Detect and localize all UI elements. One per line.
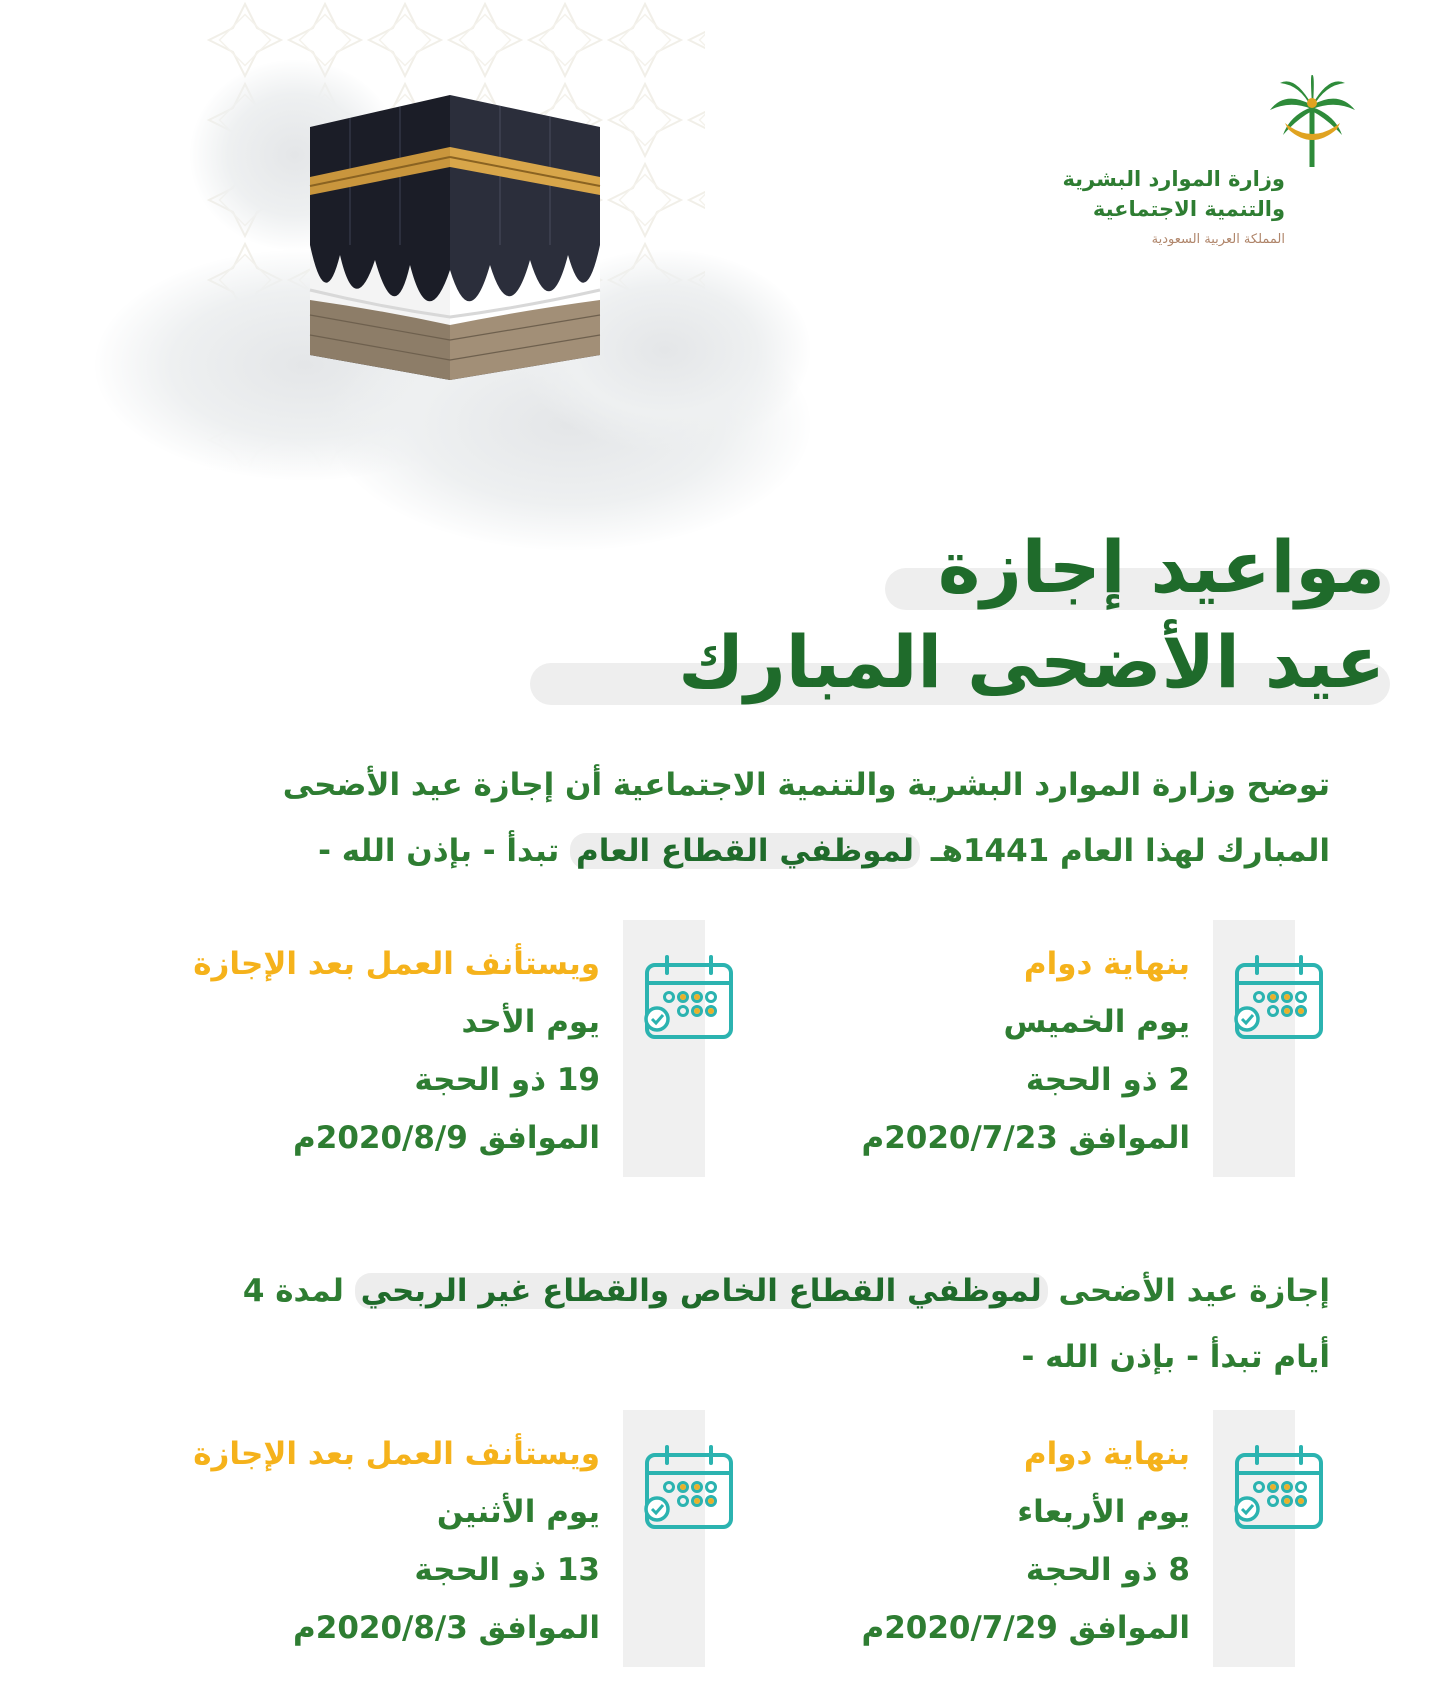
start-day: يوم الخميس: [1003, 1004, 1190, 1040]
title-text-2: عيد الأضحى المبارك: [678, 620, 1385, 704]
start-heading: بنهاية دوام: [1023, 1436, 1190, 1472]
public-text-after: تبدأ - بإذن الله -: [318, 833, 571, 869]
private-start-block: [750, 1425, 1270, 1680]
kaaba-illustration: [300, 85, 610, 395]
start-gregorian-date: الموافق 2020/7/23م: [861, 1120, 1190, 1156]
private-sector-paragraph: [230, 1258, 1330, 1390]
resume-gregorian-date: الموافق 2020/8/9م: [293, 1120, 600, 1156]
calendar-icon: [1233, 955, 1325, 1047]
calendar-icon: [1233, 1445, 1325, 1537]
ministry-logo: [1062, 75, 1380, 255]
start-heading: بنهاية دوام: [1023, 946, 1190, 982]
calendar-icon: [643, 955, 735, 1047]
ministry-name-line2: والتنمية الاجتماعية: [1092, 197, 1285, 221]
private-text-after: لمدة 4 أيام تبدأ - بإذن الله -: [242, 1273, 1330, 1375]
private-text-before: إجازة عيد الأضحى: [1047, 1273, 1330, 1309]
private-resume-text: [40, 1425, 600, 1657]
ministry-name-line1: وزارة الموارد البشرية: [1062, 167, 1285, 191]
resume-hijri-date: 13 ذو الحجة: [414, 1552, 600, 1588]
public-sector-highlight: لموظفي القطاع العام: [570, 833, 920, 869]
public-sector-paragraph: [230, 752, 1330, 884]
resume-day: يوم الأحد: [461, 1004, 600, 1040]
start-gregorian-date: الموافق 2020/7/29م: [861, 1610, 1190, 1646]
public-resume-text: [40, 935, 600, 1167]
title-line-2: [490, 615, 1390, 710]
title-line-1: [490, 520, 1390, 615]
country-name: المملكة العربية السعودية: [1151, 232, 1285, 247]
public-start-block: [750, 935, 1270, 1190]
start-day: يوم الأربعاء: [1017, 1494, 1190, 1530]
private-sector-highlight: لموظفي القطاع الخاص والقطاع غير الربحي: [355, 1273, 1048, 1309]
palm-swords-emblem-icon: [1265, 75, 1360, 170]
resume-hijri-date: 19 ذو الحجة: [414, 1062, 600, 1098]
resume-gregorian-date: الموافق 2020/8/3م: [293, 1610, 600, 1646]
public-text-before: توضح وزارة الموارد البشرية والتنمية الاجتماعية أن إجازة عيد الأضحى المبارك لهذا العام 1441هـ: [282, 767, 1330, 869]
start-hijri-date: 8 ذو الحجة: [1025, 1552, 1190, 1588]
calendar-icon: [643, 1445, 735, 1537]
public-resume-block: [160, 935, 680, 1190]
page-title: [490, 520, 1390, 710]
resume-heading: ويستأنف العمل بعد الإجازة: [193, 1436, 600, 1472]
resume-heading: ويستأنف العمل بعد الإجازة: [193, 946, 600, 982]
private-resume-block: [160, 1425, 680, 1680]
title-text-1: مواعيد إجازة: [937, 525, 1385, 609]
resume-day: يوم الأثنين: [436, 1494, 600, 1530]
start-hijri-date: 2 ذو الحجة: [1025, 1062, 1190, 1098]
